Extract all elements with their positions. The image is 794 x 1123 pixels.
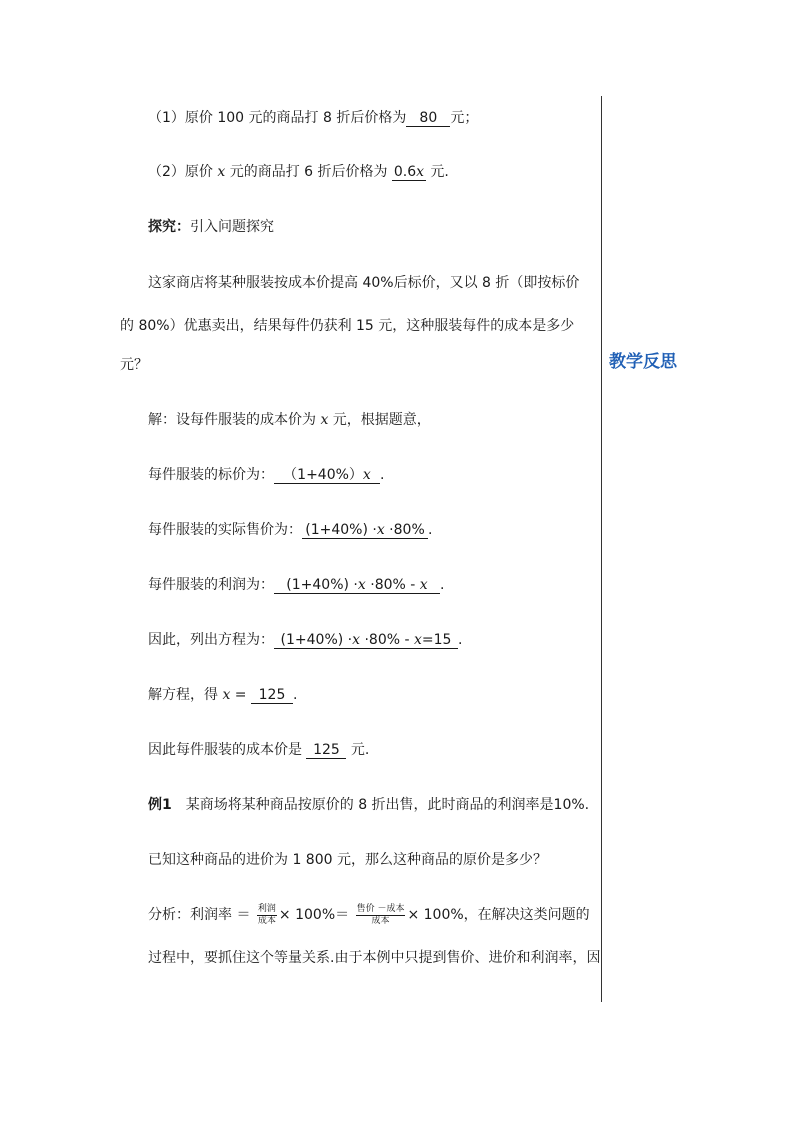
- period: .: [293, 687, 298, 703]
- column-divider: [601, 96, 602, 1002]
- analysis-line-2: 过程中，要抓住这个等量关系.由于本例中只提到售价、进价和利润率，因: [148, 950, 601, 966]
- final-suffix: 元.: [346, 742, 370, 758]
- teaching-reflection-title: 教学反思: [609, 352, 677, 372]
- question-1-suffix: 元；: [450, 110, 479, 126]
- period: .: [440, 577, 445, 593]
- analysis-tail: × 100%，在解决这类问题的: [407, 907, 590, 923]
- equation-answer: [274, 632, 458, 649]
- variable-x: x: [416, 164, 425, 180]
- variable-x: x: [419, 577, 428, 593]
- period: .: [428, 522, 433, 538]
- variable-x: x: [217, 164, 226, 180]
- solution-intro-text: 解：设每件服装的成本价为: [148, 412, 321, 428]
- fraction-price-minus-cost-over-cost: [356, 904, 406, 927]
- variable-x: x: [222, 687, 231, 703]
- answer-text: ·80% -: [365, 577, 420, 593]
- analysis-prefix: 分析：利润率 ＝: [148, 907, 255, 923]
- question-2-mid: 元的商品打 6 折后价格为: [225, 164, 392, 180]
- final-answer-line: [148, 740, 369, 760]
- equals-sign: =: [230, 687, 251, 703]
- problem-line-3: 元？: [120, 357, 148, 373]
- selling-price-line: [148, 520, 432, 540]
- example-line-2: 已知这种商品的进价为 1 800 元，那么这种商品的原价是多少？: [148, 852, 547, 868]
- answer-text: (1+40%) ·: [305, 522, 377, 538]
- period: .: [458, 632, 463, 648]
- explore-heading: [148, 217, 274, 237]
- variable-x: x: [357, 577, 366, 593]
- profit-label: 每件服装的利润为：: [148, 577, 274, 593]
- profit-answer: [274, 577, 440, 594]
- tag-price-line: [148, 465, 384, 485]
- fraction-numerator: 售价 －成本: [356, 903, 405, 914]
- answer-text: ·80%: [384, 522, 425, 538]
- variable-x: x: [362, 467, 371, 483]
- question-1: [148, 108, 478, 128]
- tag-price-label: 每件服装的标价为：: [148, 467, 274, 483]
- solution-intro: [148, 410, 431, 430]
- solve-label: 解方程，得: [148, 687, 223, 703]
- analysis-line-1: [148, 902, 590, 928]
- problem-line-2: 的 80%）优惠卖出，结果每件仍获利 15 元，这种服装每件的成本是多少: [120, 318, 575, 334]
- question-1-text: （1）原价 100 元的商品打 8 折后价格为: [148, 110, 407, 126]
- solution-intro-suffix: 元，根据题意，: [328, 412, 431, 428]
- fraction-denominator: 成本: [257, 915, 276, 926]
- example-text: 某商场将某种商品按原价的 8 折出售，此时商品的利润率是10%.: [171, 797, 590, 813]
- question-2-prefix: （2）原价: [148, 164, 218, 180]
- selling-price-answer: [302, 522, 428, 539]
- tag-price-answer: [274, 467, 380, 484]
- example-label: 例1: [148, 797, 172, 813]
- solve-answer: 125: [251, 687, 293, 704]
- explore-label: 探究：: [148, 219, 190, 235]
- fraction-profit-over-cost: [257, 904, 277, 927]
- answer-text: (1+40%) ·: [286, 577, 358, 593]
- answer-text: ·80% -: [360, 632, 415, 648]
- example-line-1: [148, 795, 589, 815]
- answer-text: =15: [421, 632, 452, 648]
- problem-line-1: 这家商店将某种服装按成本价提高 40%后标价，又以 8 折（即按标价: [148, 275, 580, 291]
- period: .: [380, 467, 385, 483]
- solve-line: [148, 685, 297, 705]
- answer-text: （1+40%）: [283, 467, 363, 483]
- final-label: 因此每件服装的成本价是: [148, 742, 307, 758]
- final-answer: 125: [306, 742, 346, 759]
- profit-line: [148, 575, 444, 595]
- analysis-mid: × 100%＝: [278, 907, 354, 923]
- fraction-denominator: 成本: [371, 915, 390, 926]
- question-2: [148, 162, 449, 182]
- question-2-suffix: 元.: [425, 164, 449, 180]
- equation-label: 因此，列出方程为：: [148, 632, 274, 648]
- question-1-answer: 80: [406, 110, 450, 127]
- answer-text: (1+40%) ·: [280, 632, 353, 648]
- variable-x: x: [352, 632, 361, 648]
- answer-number: 0.6: [393, 164, 417, 180]
- variable-x: x: [414, 632, 422, 648]
- equation-line: [148, 630, 462, 650]
- selling-price-label: 每件服装的实际售价为：: [148, 522, 302, 538]
- variable-x: x: [320, 412, 329, 428]
- explore-text: 引入问题探究: [190, 219, 274, 235]
- variable-x: x: [376, 522, 385, 538]
- fraction-numerator: 利润: [257, 903, 276, 914]
- question-2-answer: [392, 164, 426, 181]
